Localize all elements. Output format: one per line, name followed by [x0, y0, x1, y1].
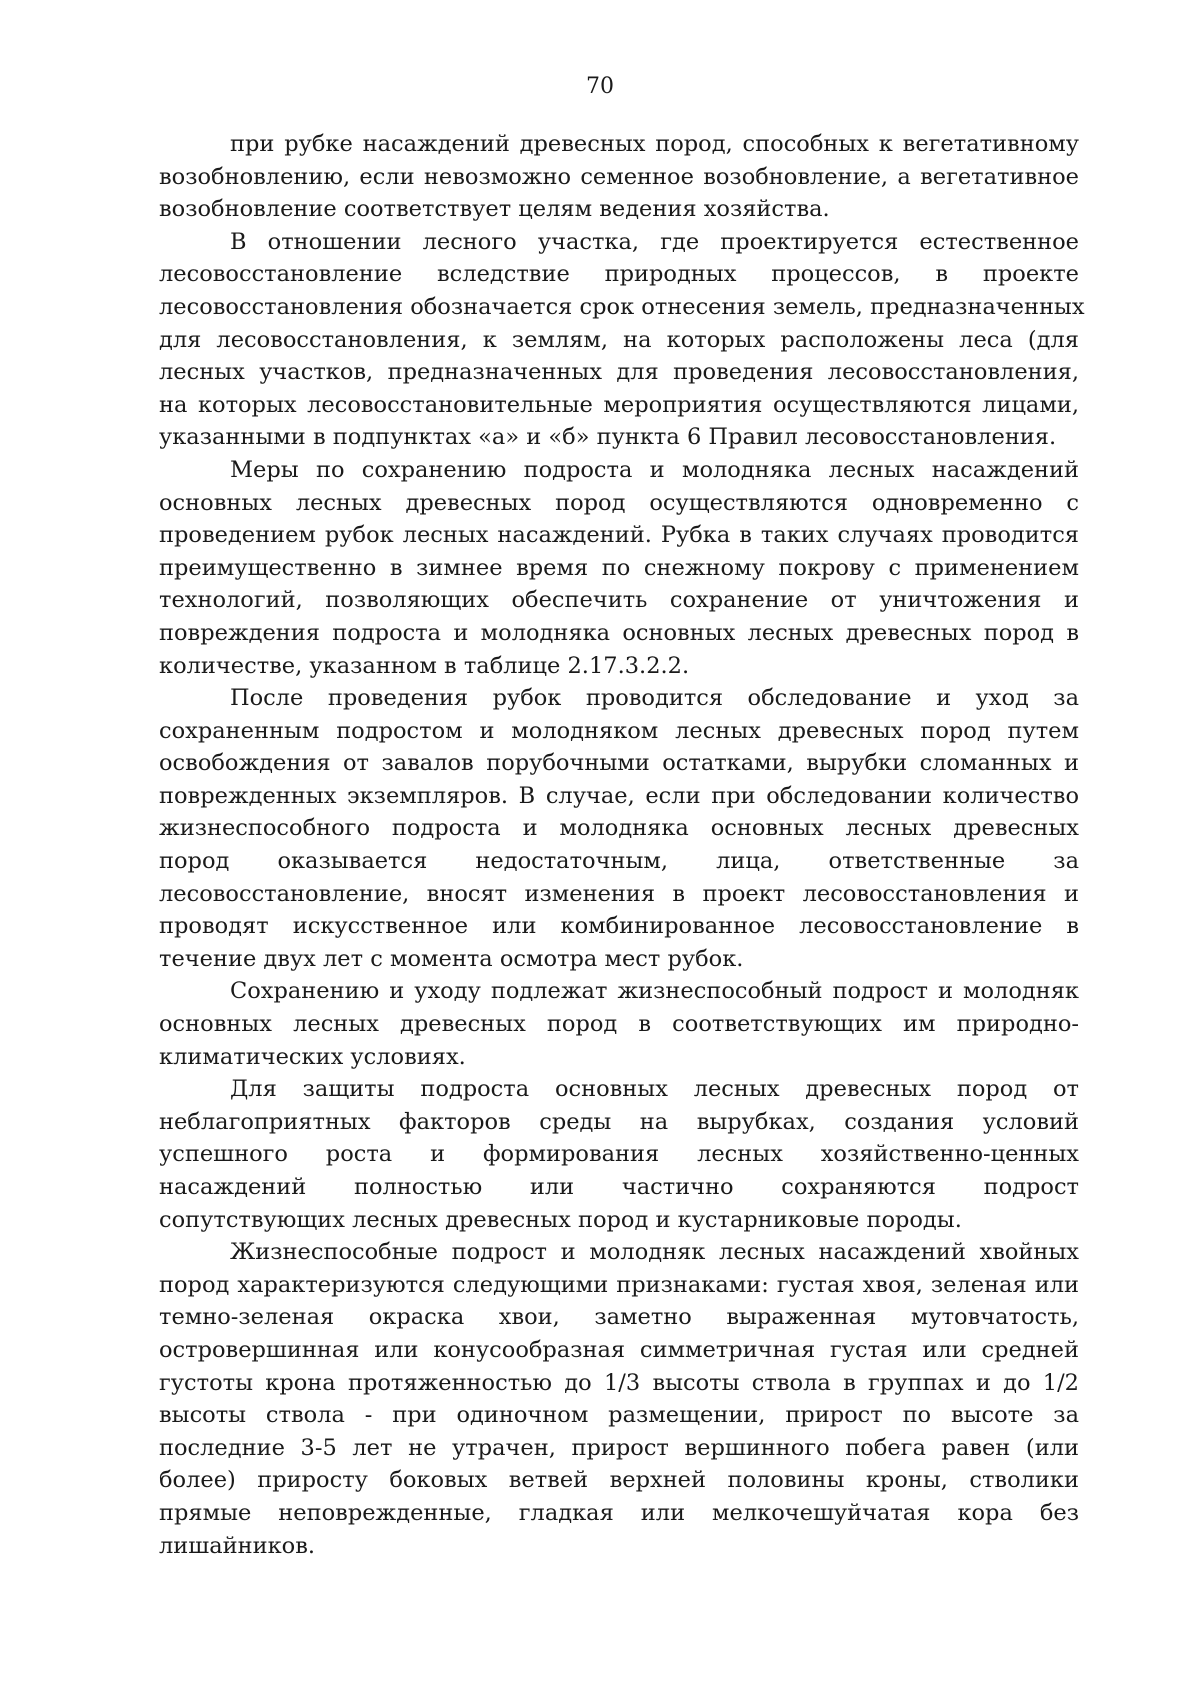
text-line: возобновлению, если невозможно семенное возобновление, а вегетативное [159, 163, 1079, 190]
text-line: лесовосстановление вследствие природных процессов, в проекте [159, 261, 1079, 288]
text-line: возобновление соответствует целям ведения хозяйства. [159, 196, 830, 223]
paragraph [159, 682, 1079, 975]
text-line: на которых лесовосстановительные мероприятия осуществляются лицами, [159, 391, 1079, 418]
text-line: насаждений полностью или частично сохраняются подрост [159, 1174, 1079, 1200]
text-line: климатических условиях. [159, 1043, 466, 1070]
text-line: проводят искусственное или комбинированное лесовосстановление в [159, 913, 1079, 940]
text-line: успешного роста и формирования лесных хозяйственно-ценных [159, 1141, 1079, 1168]
text-line: для лесовосстановления, к землям, на которых расположены леса (для [159, 326, 1079, 353]
text-line: После проведения рубок проводится обследование и уход за [230, 685, 1079, 712]
text-line: освобождения от завалов порубочными остатками, вырубки сломанных и [159, 750, 1079, 777]
text-line: лесных участков, предназначенных для проведения лесовосстановления, [159, 359, 1079, 386]
text-line: Для защиты подроста основных лесных древесных пород от [230, 1076, 1079, 1103]
text-line: пород характеризуются следующими признаками: густая хвоя, зеленая или [159, 1271, 1079, 1298]
text-line: более) приросту боковых ветвей верхней половины кроны, стволики [159, 1467, 1079, 1494]
text-line: жизнеспособного подроста и молодняка основных лесных древесных [159, 815, 1079, 842]
page-number: 70 [586, 74, 614, 99]
text-line: пород оказывается недостаточным, лица, ответственные за [159, 848, 1079, 875]
text-line: основных лесных древесных пород в соответствующих им природно- [159, 1011, 1079, 1038]
text-line: лесовосстановление, вносят изменения в проект лесовосстановления и [159, 880, 1079, 907]
text-line: густоты крона протяженностью до 1/3 высоты ствола в группах и до 1/2 [159, 1369, 1079, 1396]
text-line: прямые неповрежденные, гладкая или мелкочешуйчатая кора без [159, 1499, 1079, 1526]
text-line: Сохранению и уходу подлежат жизнеспособный подрост и молодняк [230, 978, 1079, 1005]
text-line: последние 3-5 лет не утрачен, прирост вершинного побега равен (или [159, 1434, 1079, 1461]
text-line: поврежденных экземпляров. В случае, если при обследовании количество [159, 782, 1079, 809]
paragraph [159, 1236, 1079, 1562]
text-line: Меры по сохранению подроста и молодняка лесных насаждений [230, 456, 1079, 483]
text-line: лесовосстановления обозначается срок отнесения земель, предназначенных [159, 293, 1085, 320]
text-line: лишайников. [159, 1532, 316, 1559]
paragraph [159, 454, 1079, 682]
text-line: указанными в подпунктах «а» и «б» пункта 6 Правил лесовосстановления. [159, 424, 1057, 451]
document-body [159, 128, 1085, 1562]
text-line: неблагоприятных факторов среды на вырубках, создания условий [159, 1108, 1079, 1135]
paragraph [159, 975, 1079, 1073]
text-line: проведением рубок лесных насаждений. Рубка в таких случаях проводится [159, 522, 1079, 549]
text-line: сохраненным подростом и молодняком лесных древесных пород путем [159, 717, 1079, 744]
text-line: высоты ствола - при одиночном размещении, прирост по высоте за [159, 1402, 1079, 1429]
text-line: островершинная или конусообразная симметричная густая или средней [159, 1336, 1079, 1363]
text-line: технологий, позволяющих обеспечить сохранение от уничтожения и [159, 587, 1079, 614]
text-line: В отношении лесного участка, где проектируется естественное [230, 228, 1079, 255]
text-line: при рубке насаждений древесных пород, способных к вегетативному [230, 131, 1079, 157]
text-line: темно-зеленая окраска хвои, заметно выраженная мутовчатость, [159, 1304, 1079, 1331]
text-line: Жизнеспособные подрост и молодняк лесных насаждений хвойных [230, 1239, 1079, 1266]
text-line: основных лесных древесных пород осуществляются одновременно с [159, 489, 1079, 516]
text-line: количестве, указанном в таблице 2.17.3.2.2. [159, 652, 690, 679]
text-line: повреждения подроста и молодняка основных лесных древесных пород в [159, 619, 1079, 646]
paragraph [159, 128, 1079, 226]
text-line: сопутствующих лесных древесных пород и кустарниковые породы. [159, 1206, 962, 1233]
text-line: течение двух лет с момента осмотра мест рубок. [159, 945, 744, 972]
paragraph [159, 226, 1085, 454]
text-line: преимущественно в зимнее время по снежному покрову с применением [159, 554, 1079, 581]
paragraph [159, 1073, 1079, 1236]
